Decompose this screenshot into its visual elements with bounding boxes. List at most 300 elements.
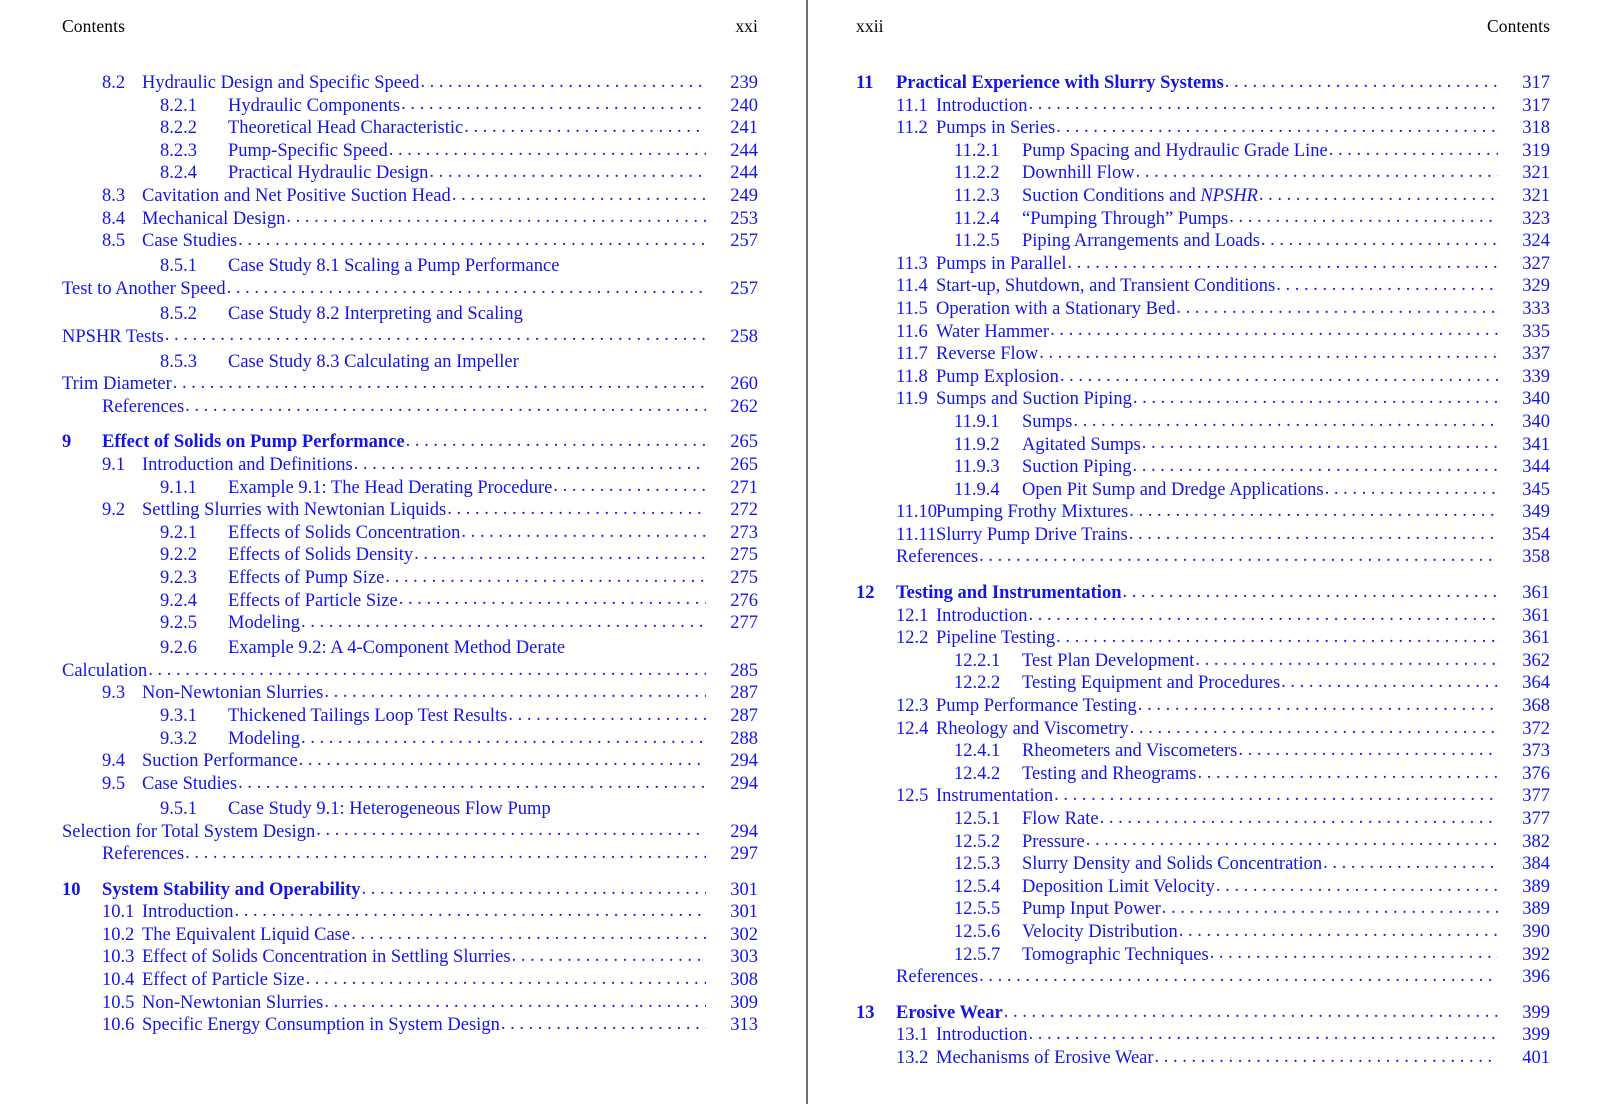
dot-leader	[1122, 582, 1498, 599]
toc-entry[interactable]	[62, 162, 758, 185]
dot-leader	[1216, 876, 1498, 893]
toc-entry-title: Non-Newtonian Slurries	[142, 683, 324, 704]
dot-leader	[560, 253, 706, 270]
toc-entry-page-number: 384	[1522, 854, 1550, 875]
dot-leader	[1176, 298, 1498, 315]
toc-entry-title-wrap	[228, 300, 708, 325]
toc-entry[interactable]	[62, 208, 758, 231]
toc-entry-number: 11.9.2	[954, 434, 1000, 455]
toc-entry[interactable]	[62, 946, 758, 969]
dot-leader	[979, 546, 1498, 563]
toc-entry-title-wrap	[936, 501, 1500, 524]
toc-entry[interactable]	[62, 348, 758, 373]
toc-entry[interactable]	[62, 660, 758, 683]
toc-entry-page-number: 303	[730, 947, 758, 968]
toc-entry-title-wrap	[1022, 162, 1500, 185]
toc-entry[interactable]	[62, 682, 758, 705]
toc-entry-page-number: 389	[1522, 876, 1550, 897]
toc-entry[interactable]	[856, 740, 1550, 763]
toc-entry[interactable]	[856, 140, 1550, 163]
toc-entry-number: 11.4	[896, 276, 928, 297]
toc-entry-number: 12.5.6	[954, 921, 1001, 942]
dot-leader	[401, 95, 706, 112]
toc-entry-number: 10.6	[102, 1015, 135, 1036]
toc-entry-number: 11.2.3	[954, 185, 1000, 206]
toc-entry-page-number: 377	[1522, 809, 1550, 829]
toc-entry[interactable]	[856, 230, 1550, 253]
dot-leader	[1039, 343, 1498, 360]
toc-entry-title-wrap	[936, 298, 1500, 321]
toc-entry-title-wrap	[142, 969, 708, 992]
toc-entry-title: Sumps	[1022, 411, 1073, 432]
toc-entry[interactable]	[62, 590, 758, 613]
dot-leader	[1195, 650, 1498, 667]
toc-entry-title: Start-up, Shutdown, and Transient Conditions	[936, 276, 1276, 297]
toc-entry-number: 13	[856, 1002, 875, 1023]
toc-entry[interactable]	[62, 795, 758, 820]
toc-entry-title-wrap	[142, 1014, 708, 1037]
toc-entry[interactable]	[856, 605, 1550, 628]
toc-entry-title: Deposition Limit Velocity	[1022, 876, 1215, 897]
toc-entry-title-wrap	[1022, 479, 1500, 502]
toc-entry-number: 13.2	[896, 1047, 929, 1068]
toc-entry-title: Selection for Total System Design	[62, 821, 316, 842]
toc-entry[interactable]	[62, 901, 758, 924]
toc-entry-title: Introduction	[936, 1025, 1028, 1046]
toc-entry[interactable]	[856, 524, 1550, 547]
toc-entry-title: Trim Diameter	[62, 374, 172, 395]
toc-entry-title-wrap	[1022, 944, 1500, 967]
toc-entry-title-wrap	[142, 454, 708, 477]
toc-entry-title-wrap	[896, 1002, 1500, 1025]
toc-entry-page-number: 318	[1522, 118, 1550, 139]
toc-entry-page-number: 244	[730, 163, 758, 184]
toc-entry-title-wrap	[1022, 650, 1500, 673]
dot-leader	[501, 1014, 706, 1031]
toc-entry-title: Operation with a Stationary Bed	[936, 298, 1176, 319]
dot-leader	[1197, 763, 1498, 780]
toc-entry-title-wrap	[1022, 898, 1500, 921]
toc-entry-number: 11.6	[896, 321, 928, 342]
toc-entry-number: 8.5.1	[160, 256, 197, 277]
toc-entry-page-number: 301	[730, 902, 758, 923]
toc-entry-title: Test to Another Speed	[62, 278, 226, 299]
toc-entry-number: 9.2.4	[160, 590, 197, 611]
toc-entry-title: Suction Conditions and NPSHR	[1022, 185, 1258, 206]
toc-entry-title-wrap	[1022, 876, 1500, 899]
toc-entry-page-number: 313	[730, 1015, 758, 1036]
right-running-head	[856, 16, 1550, 46]
toc-entry-page-number: 253	[730, 208, 758, 229]
toc-entry[interactable]	[62, 95, 758, 118]
toc-entry[interactable]	[856, 321, 1550, 344]
toc-entry-number: 8.2.2	[160, 118, 197, 139]
dot-leader	[414, 544, 706, 561]
toc-entry-number: 9.2	[102, 500, 126, 521]
dot-leader	[1276, 275, 1498, 292]
toc-entry-title: Velocity Distribution	[1022, 921, 1178, 942]
toc-entry-number: 11	[856, 73, 874, 93]
toc-entry-page-number: 321	[1522, 185, 1550, 206]
toc-entry-number: 8.2.1	[160, 95, 197, 116]
toc-entry-number: 11.8	[896, 366, 928, 387]
toc-entry[interactable]	[62, 253, 758, 278]
toc-entry[interactable]	[856, 853, 1550, 876]
toc-entry-title-wrap	[1022, 763, 1500, 786]
toc-entry-number: 12.5.2	[954, 831, 1001, 852]
toc-entry-number: 11.9.3	[954, 457, 1000, 478]
toc-entry-page-number: 240	[730, 95, 758, 116]
toc-entry-page-number: 275	[730, 545, 758, 566]
toc-entry-page-number: 377	[1522, 786, 1550, 807]
toc-entry[interactable]	[856, 501, 1550, 524]
dot-leader	[385, 567, 706, 584]
page-folio: xxii	[856, 16, 884, 36]
toc-entry[interactable]	[62, 821, 758, 844]
toc-entry-number: 12	[856, 583, 875, 604]
toc-entry-title-wrap	[896, 582, 1500, 605]
toc-entry[interactable]	[856, 388, 1550, 411]
toc-entry-title: Pressure	[1022, 831, 1085, 852]
toc-entry-page-number: 390	[1522, 921, 1550, 942]
dot-leader	[524, 300, 706, 317]
toc-entry-title-wrap	[142, 773, 708, 796]
toc-entry[interactable]	[62, 544, 758, 567]
dot-leader	[1179, 921, 1498, 938]
toc-entry[interactable]	[856, 208, 1550, 231]
toc-entry-number: 9.3.2	[160, 728, 197, 749]
toc-entry[interactable]	[856, 1002, 1550, 1025]
toc-entry-title: Case Study 8.2 Interpreting and Scaling	[228, 303, 523, 324]
toc-entry[interactable]	[62, 72, 758, 95]
toc-entry-page-number: 368	[1522, 696, 1550, 717]
toc-entry[interactable]	[856, 95, 1550, 118]
toc-entry-title-wrap	[936, 253, 1500, 276]
dot-leader	[324, 992, 706, 1009]
toc-entry[interactable]	[62, 326, 758, 349]
toc-entry[interactable]	[62, 278, 758, 301]
toc-entry-title: NPSHR Tests	[62, 326, 164, 347]
toc-entry-title: Pump Explosion	[936, 366, 1059, 387]
toc-entry-page-number: 277	[730, 613, 758, 634]
toc-entry[interactable]	[856, 808, 1550, 831]
toc-entry[interactable]	[62, 477, 758, 500]
dot-leader	[148, 660, 706, 677]
toc-entry-title: Effects of Solids Concentration	[228, 522, 461, 543]
toc-entry-title-wrap	[228, 635, 708, 660]
toc-entry[interactable]	[62, 117, 758, 140]
toc-entry-title: Effect of Particle Size	[142, 970, 305, 991]
toc-entry-title: Instrumentation	[936, 786, 1054, 807]
toc-entry-title: Pumping Frothy Mixtures	[936, 502, 1129, 523]
toc-entry-title-wrap	[896, 72, 1500, 95]
dot-leader	[1261, 230, 1498, 247]
toc-entry-title-wrap	[896, 546, 1500, 569]
toc-entry-number: 8.2.4	[160, 163, 197, 184]
toc-entry[interactable]	[62, 396, 758, 419]
toc-entry[interactable]	[856, 253, 1550, 276]
toc-entry-title: Cavitation and Net Positive Suction Head	[142, 185, 451, 206]
dot-leader	[1138, 695, 1498, 712]
dot-leader	[1054, 785, 1498, 802]
toc-entry-number: 9.2.2	[160, 545, 197, 566]
dot-leader	[1133, 388, 1498, 405]
toc-entry-title-wrap	[1022, 456, 1500, 479]
right-page	[806, 0, 1612, 1104]
dot-leader	[227, 278, 706, 295]
toc-entry[interactable]	[856, 546, 1550, 569]
toc-entry-number: 8.2	[102, 73, 126, 93]
toc-entry-title: Pump-Specific Speed	[228, 140, 388, 161]
dot-leader	[1325, 479, 1498, 496]
dot-leader	[173, 373, 706, 390]
toc-entry[interactable]	[62, 300, 758, 325]
left-running-head	[62, 16, 758, 46]
toc-entry-page-number: 262	[730, 396, 758, 417]
toc-entry[interactable]	[856, 627, 1550, 650]
dot-leader	[979, 966, 1498, 983]
toc-entry[interactable]	[62, 567, 758, 590]
toc-entry[interactable]	[856, 672, 1550, 695]
toc-entry[interactable]	[62, 373, 758, 396]
toc-entry[interactable]	[856, 434, 1550, 457]
toc-entry-page-number: 239	[730, 73, 758, 93]
toc-entry-page-number: 327	[1522, 253, 1550, 274]
toc-entry-page-number: 317	[1522, 95, 1550, 116]
dot-leader	[1132, 456, 1498, 473]
toc-entry[interactable]	[62, 230, 758, 253]
dot-leader	[1229, 208, 1498, 225]
toc-entry[interactable]	[62, 1014, 758, 1037]
dot-leader	[301, 612, 706, 629]
toc-entry[interactable]	[856, 966, 1550, 989]
toc-entry-page-number: 333	[1522, 298, 1550, 319]
toc-entry-title-wrap	[142, 946, 708, 969]
toc-entry[interactable]	[62, 499, 758, 522]
toc-entry-title-wrap	[936, 785, 1500, 808]
toc-entry-title: The Equivalent Liquid Case	[142, 924, 351, 945]
toc-entry-page-number: 257	[730, 278, 758, 299]
toc-entry-page-number: 297	[730, 844, 758, 865]
toc-entry-title: Case Studies	[142, 231, 238, 252]
toc-entry-title: Slurry Density and Solids Concentration	[1022, 854, 1323, 875]
toc-entry-number: 12.5.7	[954, 944, 1001, 965]
toc-entry[interactable]	[62, 612, 758, 635]
toc-entry[interactable]	[856, 1047, 1550, 1070]
toc-entry-title: Introduction and Definitions	[142, 455, 353, 475]
chapter-spacer	[856, 989, 1550, 1002]
toc-entry-title-wrap	[936, 95, 1500, 118]
toc-entry[interactable]	[62, 969, 758, 992]
toc-entry-number: 9.2.3	[160, 567, 197, 588]
toc-entry[interactable]	[856, 411, 1550, 434]
toc-entry-title: Mechanisms of Erosive Wear	[936, 1047, 1154, 1068]
toc-entry[interactable]	[856, 366, 1550, 389]
toc-entry-page-number: 372	[1522, 718, 1550, 739]
toc-entry[interactable]	[62, 879, 758, 902]
toc-entry-title: “Pumping Through” Pumps	[1022, 208, 1229, 229]
toc-entry-title: Pipeline Testing	[936, 628, 1056, 649]
toc-entry[interactable]	[62, 185, 758, 208]
toc-entry-number: 11.2.4	[954, 208, 1000, 229]
toc-entry-number: 12.5.3	[954, 854, 1001, 875]
toc-entry-title-wrap	[102, 843, 708, 866]
toc-entry-number: 11.10	[896, 502, 937, 523]
toc-entry-title: Test Plan Development	[1022, 650, 1195, 671]
dot-leader	[234, 901, 706, 918]
toc-entry[interactable]	[856, 162, 1550, 185]
toc-entry-page-number: 287	[730, 683, 758, 704]
toc-entry-title-wrap	[62, 660, 708, 683]
toc-entry[interactable]	[62, 705, 758, 728]
dot-leader	[1259, 185, 1498, 202]
toc-entry[interactable]	[62, 924, 758, 947]
toc-entry-page-number: 373	[1522, 741, 1550, 762]
toc-entry[interactable]	[856, 944, 1550, 967]
toc-entry[interactable]	[856, 298, 1550, 321]
toc-entry[interactable]	[62, 843, 758, 866]
toc-entry-number: 9.4	[102, 751, 126, 772]
toc-entry-title: References	[896, 967, 979, 988]
toc-entry-number: 10.5	[102, 992, 135, 1013]
dot-leader	[185, 843, 706, 860]
toc-entry-number: 12.1	[896, 605, 929, 626]
dot-leader	[1129, 501, 1498, 518]
toc-entry[interactable]	[856, 582, 1550, 605]
toc-entry[interactable]	[856, 898, 1550, 921]
toc-entry[interactable]	[856, 185, 1550, 208]
toc-entry-title: Erosive Wear	[896, 1002, 1003, 1023]
dot-leader	[301, 728, 706, 745]
toc-entry[interactable]	[62, 635, 758, 660]
toc-entry[interactable]	[856, 650, 1550, 673]
toc-entry[interactable]	[62, 454, 758, 477]
toc-entry-title-wrap	[62, 373, 708, 396]
toc-entry-number: 12.4.2	[954, 763, 1001, 784]
toc-entry-page-number: 345	[1522, 479, 1550, 500]
toc-entry-page-number: 301	[730, 879, 758, 900]
toc-entry-title: Rheometers and Viscometers	[1022, 741, 1238, 762]
toc-entry-page-number: 249	[730, 185, 758, 206]
toc-entry-number: 11.2.2	[954, 163, 1000, 184]
dot-leader	[1142, 434, 1498, 451]
dot-leader	[362, 879, 706, 896]
toc-entry-title: References	[102, 844, 185, 865]
toc-entry-title-wrap	[1022, 230, 1500, 253]
toc-entry-number: 8.2.3	[160, 140, 197, 161]
toc-entry[interactable]	[856, 343, 1550, 366]
toc-entry[interactable]	[856, 72, 1550, 95]
toc-entry-title-wrap	[228, 95, 708, 118]
toc-entry-page-number: 399	[1522, 1025, 1550, 1046]
toc-entry-title-wrap	[142, 499, 708, 522]
toc-entry[interactable]	[62, 750, 758, 773]
toc-entry[interactable]	[62, 773, 758, 796]
toc-entry-page-number: 399	[1522, 1002, 1550, 1023]
toc-entry-page-number: 354	[1522, 524, 1550, 545]
toc-entry[interactable]	[856, 831, 1550, 854]
toc-entry-page-number: 272	[730, 500, 758, 521]
dot-leader	[464, 117, 706, 134]
toc-entry[interactable]	[62, 992, 758, 1015]
toc-entry-page-number: 392	[1522, 944, 1550, 965]
dot-leader	[1238, 740, 1498, 757]
toc-entry-number: 11.3	[896, 253, 928, 274]
toc-entry-number: 12.5.1	[954, 809, 1001, 829]
toc-entry-title: Non-Newtonian Slurries	[142, 992, 324, 1013]
toc-entry-title-wrap	[228, 477, 708, 500]
toc-entry-title-wrap	[936, 1047, 1500, 1070]
toc-entry[interactable]	[856, 785, 1550, 808]
toc-entry[interactable]	[62, 728, 758, 751]
toc-entry[interactable]	[856, 275, 1550, 298]
toc-entry-title: References	[896, 547, 979, 568]
toc-entry[interactable]	[856, 876, 1550, 899]
toc-entry-title-wrap	[102, 879, 708, 902]
toc-entry-number: 12.2.1	[954, 650, 1001, 671]
toc-entry-number: 10.2	[102, 924, 135, 945]
toc-entry-title: Pump Input Power	[1022, 899, 1161, 920]
dot-leader	[1004, 1002, 1498, 1019]
toc-entry-title-wrap	[936, 627, 1500, 650]
toc-entry-title-wrap	[228, 705, 708, 728]
dot-leader	[165, 326, 706, 343]
toc-entry[interactable]	[62, 431, 758, 454]
toc-entry-title: Hydraulic Design and Specific Speed	[142, 73, 420, 93]
toc-entry-title-wrap	[1022, 434, 1500, 457]
toc-entry-title-wrap	[1022, 140, 1500, 163]
toc-entry[interactable]	[856, 456, 1550, 479]
toc-entry-title: Tomographic Techniques	[1022, 944, 1209, 965]
toc-entry-page-number: 273	[730, 522, 758, 543]
toc-entry[interactable]	[856, 718, 1550, 741]
toc-entry-page-number: 258	[730, 326, 758, 347]
toc-entry-title-wrap	[62, 821, 708, 844]
toc-entry[interactable]	[856, 117, 1550, 140]
toc-entry-page-number: 335	[1522, 321, 1550, 342]
toc-entry-title-wrap	[936, 388, 1500, 411]
toc-entry[interactable]	[856, 479, 1550, 502]
dot-leader	[354, 454, 706, 471]
toc-entry-number: 13.1	[896, 1025, 929, 1046]
toc-entry-page-number: 321	[1522, 163, 1550, 184]
toc-entry-title-wrap	[1022, 208, 1500, 231]
toc-entry[interactable]	[62, 522, 758, 545]
page-folio: xxi	[735, 16, 758, 36]
toc-entry-page-number: 364	[1522, 673, 1550, 694]
toc-entry-page-number: 319	[1522, 140, 1550, 161]
toc-entry[interactable]	[856, 1024, 1550, 1047]
toc-entry[interactable]	[856, 763, 1550, 786]
chapter-spacer	[856, 569, 1550, 582]
toc-entry-number: 12.5.5	[954, 899, 1001, 920]
dot-leader	[1129, 524, 1498, 541]
toc-entry-number: 10.1	[102, 902, 135, 923]
toc-entry-page-number: 349	[1522, 502, 1550, 523]
toc-entry[interactable]	[856, 695, 1550, 718]
toc-entry[interactable]	[62, 140, 758, 163]
dot-leader	[238, 230, 706, 247]
toc-entry-number: 9.2.6	[160, 638, 197, 659]
toc-entry-title: Practical Experience with Slurry Systems	[896, 73, 1224, 93]
dot-leader	[185, 396, 706, 413]
toc-entry-title: Suction Piping	[1022, 457, 1132, 478]
toc-entry-title-wrap	[228, 140, 708, 163]
toc-entry[interactable]	[856, 921, 1550, 944]
toc-entry-title-wrap	[1022, 740, 1500, 763]
toc-entry-title: Flow Rate	[1022, 809, 1099, 829]
toc-entry-title-wrap	[142, 208, 708, 231]
